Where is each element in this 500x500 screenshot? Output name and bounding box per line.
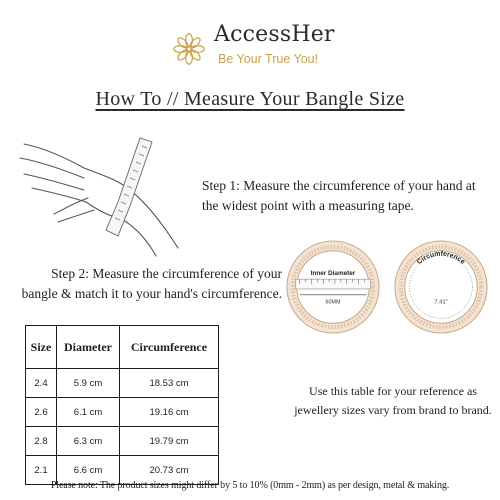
mandala-flower-icon	[170, 30, 208, 68]
step-2-text	[20, 264, 282, 304]
cell-circumference: 20.73 cm	[120, 456, 219, 485]
page-title	[0, 88, 500, 111]
inner-diameter-value: 60MM	[325, 299, 341, 306]
cell-diameter: 5.9 cm	[57, 369, 120, 398]
cell-size: 2.6	[26, 398, 57, 427]
circumference-value: 7.41"	[434, 299, 448, 306]
circumference-label: Circumference	[415, 250, 467, 266]
cell-circumference: 19.16 cm	[120, 398, 219, 427]
step-1-text	[202, 176, 494, 216]
cell-size: 2.1	[26, 456, 57, 485]
cell-size: 2.4	[26, 369, 57, 398]
cell-diameter: 6.3 cm	[57, 427, 120, 456]
cell-diameter: 6.1 cm	[57, 398, 120, 427]
page-title-text: How To // Measure Your Bangle Size	[95, 88, 405, 110]
table-row	[26, 427, 219, 456]
header-size: Size	[26, 326, 57, 369]
hand-measuring-illustration	[14, 118, 182, 258]
bangle-size-table	[25, 325, 219, 485]
step-1-label: Step 1:	[202, 178, 240, 193]
cell-circumference: 18.53 cm	[120, 369, 219, 398]
brand-name: AccessHer	[214, 22, 335, 47]
table-row	[26, 398, 219, 427]
cell-diameter: 6.6 cm	[57, 456, 120, 485]
cell-size: 2.8	[26, 427, 57, 456]
step-2-label: Step 2:	[51, 266, 89, 281]
step-2-description: Measure the circumference of your bangle & match it to your hand's circumference.	[21, 266, 282, 301]
bangle-circumference-diagram	[392, 238, 490, 336]
header-diameter: Diameter	[57, 326, 120, 369]
inner-diameter-label: Inner Diameter	[310, 270, 356, 278]
cell-circumference: 19.79 cm	[120, 427, 219, 456]
table-header-row	[26, 326, 219, 369]
step-1-description: Measure the circumference of your hand at the widest point with a measuring tape.	[202, 178, 476, 213]
brand-tagline: Be Your True You!	[218, 52, 319, 66]
disclaimer-note: Please note: The product sizes might differ by 5 to 10% (0mm - 2mm) as per design, metal & making.	[50, 480, 450, 491]
header-circumference: Circumference	[120, 326, 219, 369]
bangle-inner-diameter-diagram	[284, 238, 382, 336]
table-row	[26, 369, 219, 398]
reference-note: Use this table for your reference as jewellery sizes vary from brand to brand.	[294, 384, 492, 417]
